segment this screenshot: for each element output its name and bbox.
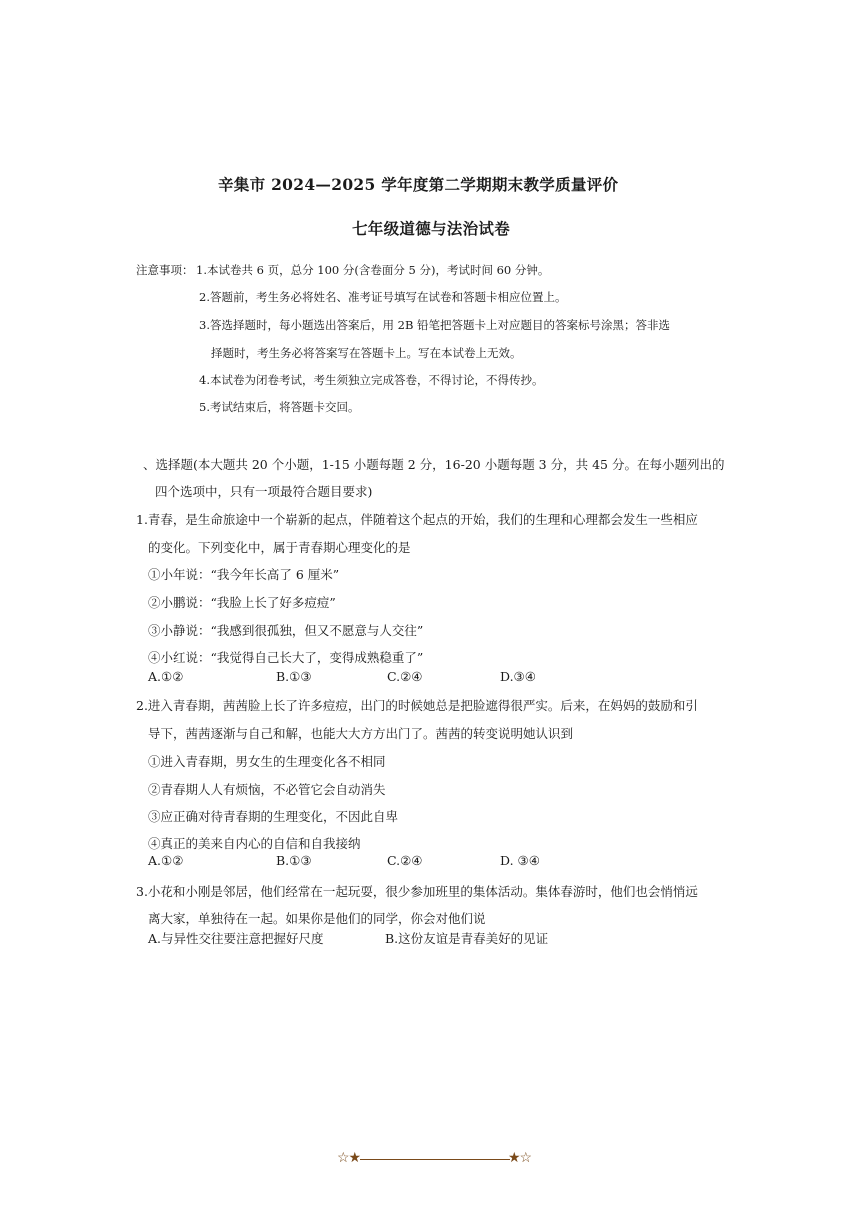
exam-subtitle: 七年级道德与法治试卷 [352,219,511,238]
exam-title: 辛集市 2024—2025 学年度第二学期期末教学质量评价 [218,175,619,194]
notes-item-1: 1.本试卷共 6 页，总分 100 分(含卷面分 5 分)，考试时间 60 分钟。 [196,263,550,277]
footer-stars-right: ★☆ [508,1150,532,1166]
question-2-option-a: A.①② [148,853,184,868]
question-2-item: ②青春期人人有烦恼，不必管它会自动消失 [148,782,386,797]
footer-stars-left: ☆★ [337,1150,361,1166]
question-2-option-b: B.①③ [276,853,312,868]
question-3-option-a: A.与异性交往要注意把握好尺度 [148,931,324,946]
question-2-item: ①进入青春期，男女生的生理变化各不相同 [148,754,386,769]
question-3-option-b: B.这份友谊是青春美好的见证 [385,931,549,946]
question-1-option-a: A.①② [148,669,184,684]
question-3-stem-cont: 离大家，单独待在一起。如果你是他们的同学，你会对他们说 [148,911,486,926]
question-2-option-d: D. ③④ [500,853,540,868]
question-1-item: ③小静说：“我感到很孤独，但又不愿意与人交往” [148,623,424,638]
question-2-stem-cont: 导下，茜茜逐渐与自己和解，也能大大方方出门了。茜茜的转变说明她认识到 [148,726,574,741]
question-1-stem-cont: 的变化。下列变化中，属于青春期心理变化的是 [148,540,411,555]
question-1-option-b: B.①③ [276,669,312,684]
question-2-item: ④真正的美来自内心的自信和自我接纳 [148,836,361,851]
question-3-stem: 3.小花和小刚是邻居，他们经常在一起玩耍，很少参加班里的集体活动。集体春游时，他们也会悄悄远 [136,884,698,899]
question-1-item: ①小年说：“我今年长高了 6 厘米” [148,567,340,582]
footer-divider [360,1159,510,1160]
question-1-item: ②小鹏说：“我脸上长了好多痘痘” [148,595,336,610]
question-1-option-c: C.②④ [387,669,423,684]
section-heading: 、选择题(本大题共 20 个小题，1-15 小题每题 2 分，16-20 小题每题 3 分，共 45 分。在每小题列出的 [143,457,725,472]
question-1-option-d: D.③④ [500,669,536,684]
question-2-option-c: C.②④ [387,853,423,868]
notes-item-5: 5.考试结束后，将答题卡交回。 [199,400,360,414]
notes-item-4: 4.本试卷为闭卷考试，考生须独立完成答卷，不得讨论，不得传抄。 [199,373,544,387]
notes-item-3: 3.答选择题时，每小题选出答案后，用 2B 铅笔把答题卡上对应题目的答案标号涂黑；答非选 [199,318,671,332]
question-2-item: ③应正确对待青春期的生理变化，不因此自卑 [148,809,399,824]
section-heading-cont: 四个选项中，只有一项最符合题目要求) [155,484,373,499]
notes-label: 注意事项： [136,263,194,277]
notes-item-2: 2.答题前，考生务必将姓名、准考证号填写在试卷和答题卡相应位置上。 [199,290,567,304]
notes-item-3-cont: 择题时，考生务必将答案写在答题卡上。写在本试卷上无效。 [211,346,522,360]
question-1-item: ④小红说：“我觉得自己长大了，变得成熟稳重了” [148,650,424,665]
question-2-stem: 2.进入青春期，茜茜脸上长了许多痘痘，出门的时候她总是把脸遮得很严实。后来，在妈妈的鼓励和引 [136,698,698,713]
question-1-stem: 1.青春，是生命旅途中一个崭新的起点，伴随着这个起点的开始，我们的生理和心理都会发生一些相应 [136,512,698,527]
